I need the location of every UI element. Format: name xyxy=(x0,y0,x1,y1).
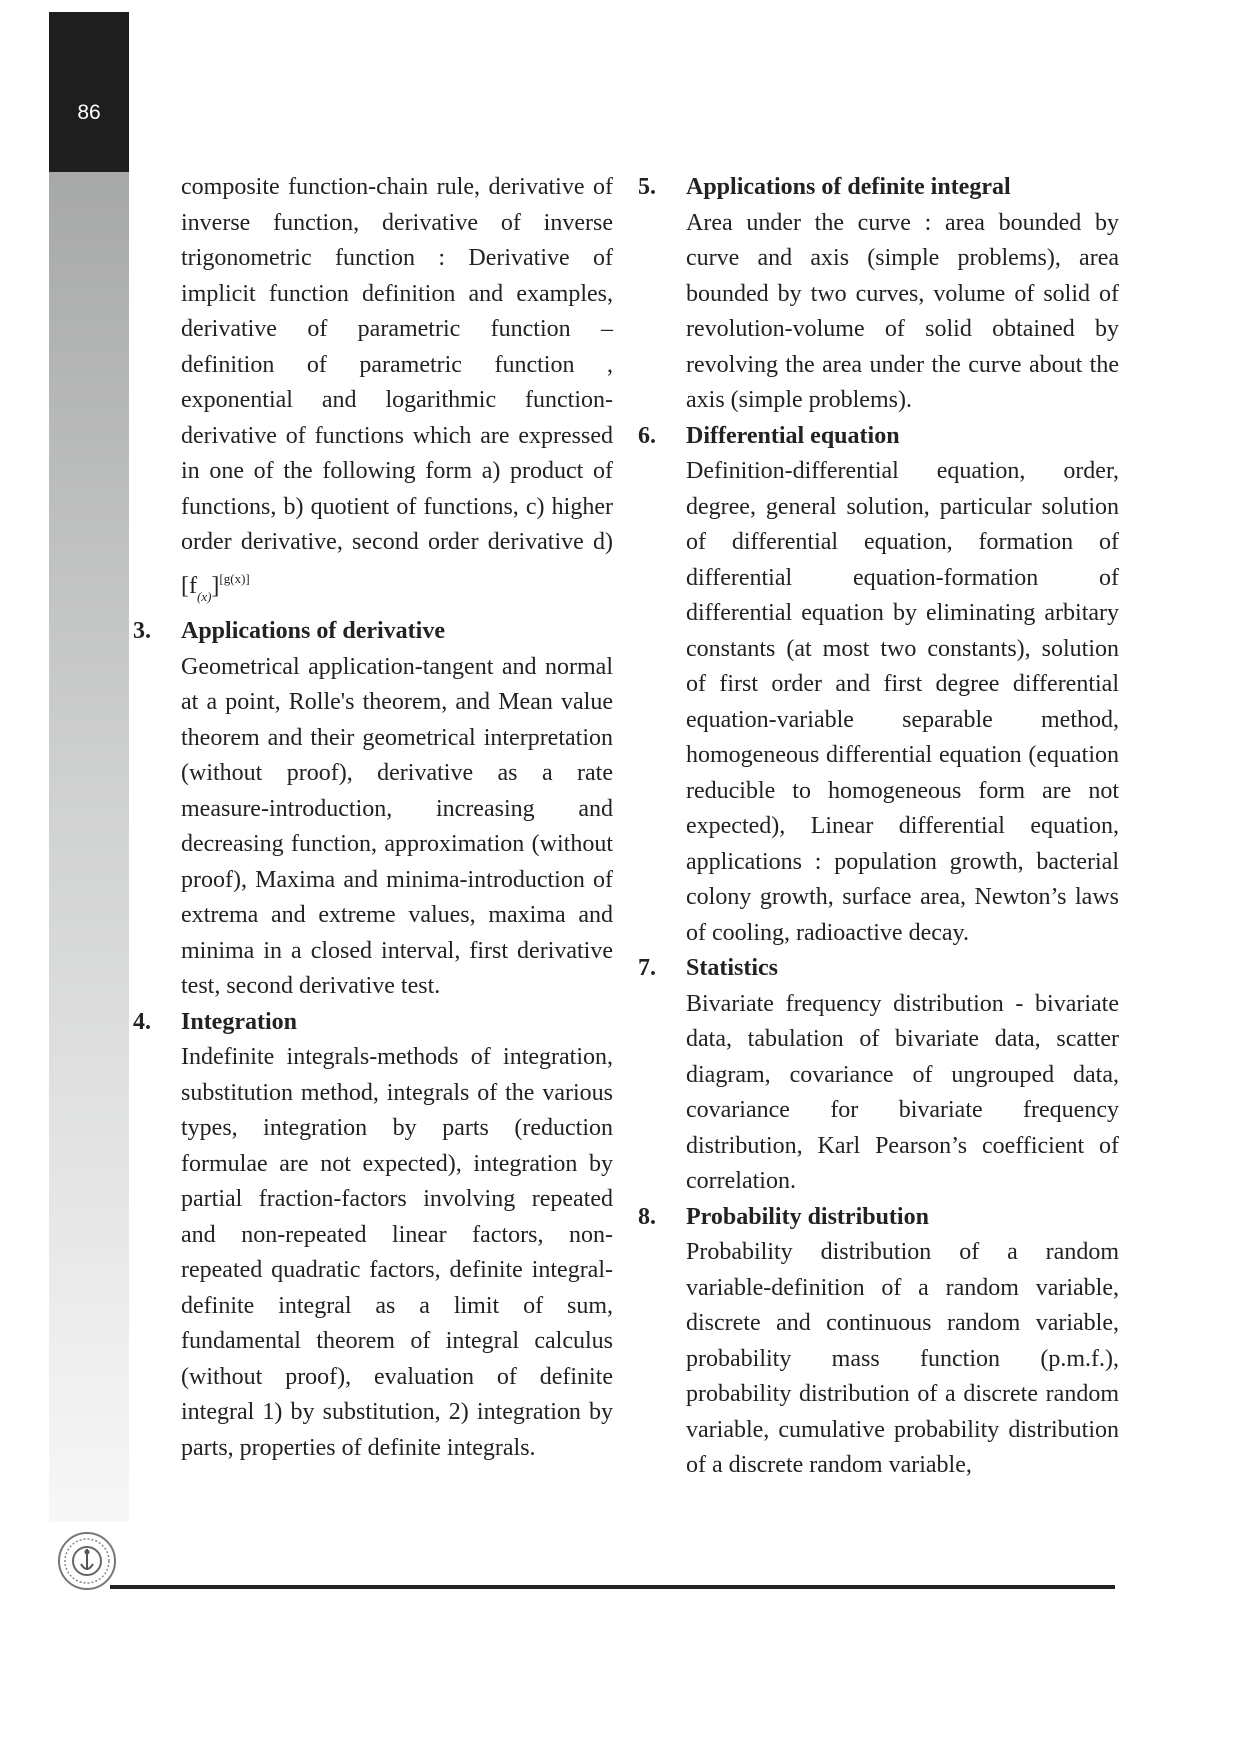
list-item xyxy=(133,1005,613,1467)
item-heading: Probability distribution xyxy=(686,1203,929,1230)
emblem-seal-icon xyxy=(56,1530,118,1592)
list-item xyxy=(638,419,1119,952)
item-heading: Applications of definite integral xyxy=(686,174,1011,200)
margin-gradient xyxy=(49,172,129,1522)
item-text: Geometrical application-tangent and normal at a point, Rolle's theorem, and Mean value theorem and their geometrical interpretation (without proof), derivative as a rate measure-introduction, increasing and decreasing function, approximation (without proof), Maxima and minima-introduction of extrema and extreme values, maxima and minima in a closed interval, first derivative test, second derivative test. xyxy=(181,653,613,999)
list-item xyxy=(133,170,613,614)
item-number: 3. xyxy=(133,618,151,644)
item-number: 6. xyxy=(638,422,656,449)
page-number-tab xyxy=(49,12,129,172)
right-column xyxy=(638,170,1119,1484)
item-text: Probability distribution of a random variable-definition of a random variable, discrete and continuous random variable, probability mass function (p.m.f.), probability distribution of a discrete random variable, cumulative probability distribution of a discrete random variable, xyxy=(686,1239,1119,1478)
item-number: 4. xyxy=(133,1008,151,1035)
list-item xyxy=(638,951,1119,1200)
page-number: 86 xyxy=(77,101,101,124)
item-heading: Applications of derivative xyxy=(181,618,445,644)
item-text: Indefinite integrals-methods of integration, substitution method, integrals of the various types, integration by parts (reduction formulae are not expected), integration by partial fraction-factors involving repeated and non-repeated linear factors, non-repeated quadratic factors, definite integral-definite integral as a limit of sum, fundamental theorem of integral calculus (without proof), evaluation of definite integral 1) by substitution, 2) integration by parts, properties of definite integrals. xyxy=(181,1044,613,1461)
side-band xyxy=(49,12,129,1522)
continuation-text: composite function-chain rule, derivative of inverse function, derivative of inverse trigonometric function : Derivative of implicit function definition and examples, derivative of parametric function – definition of parametric function , exponential and logarithmic function-derivative of functions which are expressed in one of the following form a) product of functions, b) quotient of functions, c) higher order derivative, second order derivative d) $[f_{(x)}][g(x)]$ xyxy=(181,174,613,604)
item-text: Bivariate frequency distribution - bivariate data, tabulation of bivariate data, scatter diagram, covariance of ungrouped data, covariance for bivariate frequency distribution, Karl Pearson’s coefficient of correlation. xyxy=(686,990,1119,1194)
bottom-rule xyxy=(110,1585,1115,1589)
list-item xyxy=(133,614,613,1005)
item-text: Area under the curve : area bounded by curve and axis (simple problems), area bounded by two curves, volume of solid of revolution-volume of solid obtained by revolving the area under the curve about the axis (simple problems). xyxy=(686,209,1119,413)
item-heading: Statistics xyxy=(686,955,778,981)
item-heading: Integration xyxy=(181,1008,297,1035)
item-number: 5. xyxy=(638,174,656,200)
item-number: 7. xyxy=(638,955,656,981)
item-text: Definition-differential equation, order, degree, general solution, particular solution of differential equation, formation of differential equation-formation of differential equation by eliminating arbitary constants (at most two constants), solution of first order and first degree differential equation-variable separable method, homogeneous differential equation (equation reducible to homogeneous form are not expected), Linear differential equation, applications : population growth, bacterial colony growth, surface area, Newton’s laws of cooling, radioactive decay. xyxy=(686,458,1119,946)
list-item xyxy=(638,170,1119,419)
item-number: 8. xyxy=(638,1203,656,1230)
item-heading: Differential equation xyxy=(686,422,900,449)
left-column xyxy=(133,170,613,1466)
list-item xyxy=(638,1200,1119,1484)
